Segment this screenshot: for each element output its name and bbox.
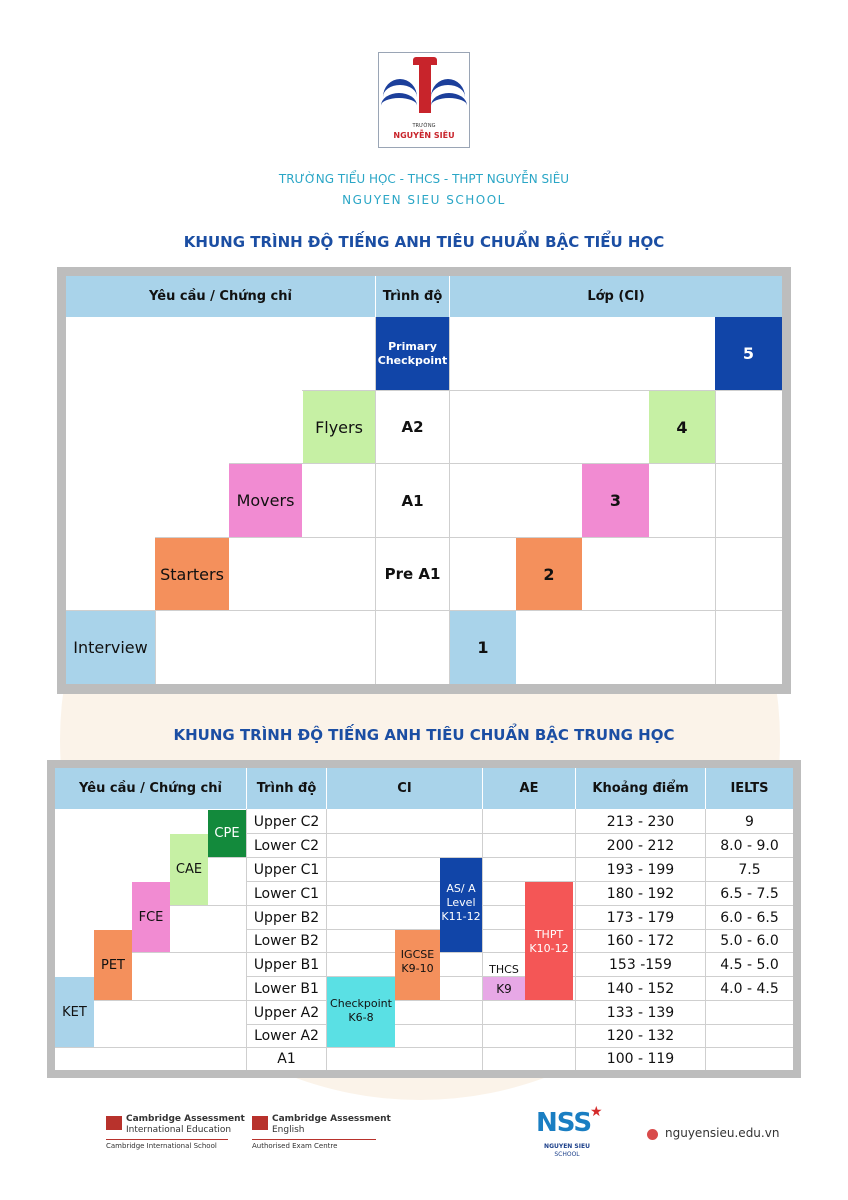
score-10: 100 - 119 (606, 1051, 675, 1067)
cert-interview: Interview (66, 611, 155, 684)
grade-3: 3 (582, 464, 649, 537)
school-name-vi: TRƯỜNG TIỂU HỌC - THCS - THPT NGUYỄN SIÊU (278, 172, 570, 186)
nss-star-icon: ★ (590, 1104, 603, 1120)
ci-asa-line1: AS/ A (446, 882, 476, 895)
cam1-line3: Cambridge International School (106, 1142, 217, 1150)
ielts-7: 4.0 - 4.5 (720, 980, 779, 997)
cambridge-shield-icon-2 (252, 1116, 268, 1130)
primary-header-req: Yêu cầu / Chứng chỉ (66, 276, 375, 317)
cert-cae: CAE (170, 834, 208, 905)
ielts-1: 8.0 - 9.0 (720, 837, 779, 854)
sec-level-7: Lower B1 (254, 980, 319, 997)
cam2-line3: Authorised Exam Centre (252, 1142, 338, 1150)
ielts-5: 5.0 - 6.0 (720, 933, 779, 949)
ielts-4: 6.0 - 6.5 (720, 909, 779, 926)
sec-level-2: Upper C1 (253, 861, 320, 878)
primary-title: KHUNG TRÌNH ĐỘ TIẾNG ANH TIÊU CHUẨN BẬC TIỂU HỌC (183, 233, 665, 251)
sec-level-10: A1 (277, 1051, 296, 1067)
level-pre-a1: Pre A1 (384, 565, 441, 583)
ci-chk-line1: Checkpoint (330, 997, 392, 1010)
sec-header-ci: CI (327, 768, 482, 809)
sec-level-5: Lower B2 (254, 933, 319, 949)
score-1: 200 - 212 (606, 837, 675, 854)
sec-level-9: Lower A2 (254, 1028, 319, 1044)
secondary-title: KHUNG TRÌNH ĐỘ TIẾNG ANH TIÊU CHUẨN BẬC TRUNG HỌC (173, 726, 675, 744)
ielts-2: 7.5 (738, 861, 761, 878)
cam2-line1: Cambridge Assessment (272, 1114, 391, 1124)
grade-1: 1 (450, 611, 516, 684)
score-4: 173 - 179 (606, 909, 675, 926)
level-a2: A2 (401, 418, 424, 436)
ci-igcse-line1: IGCSE (400, 948, 435, 961)
ci-igcse (395, 930, 440, 1000)
cert-fce: FCE (132, 882, 170, 952)
sec-level-1: Lower C2 (253, 837, 320, 854)
score-7: 140 - 152 (606, 980, 675, 997)
ae-thcs-label: THCS (489, 962, 519, 976)
grade-4: 4 (649, 391, 715, 463)
score-0: 213 - 230 (606, 813, 675, 830)
score-9: 120 - 132 (606, 1028, 675, 1044)
score-3: 180 - 192 (606, 885, 675, 902)
cam1-line1: Cambridge Assessment (126, 1114, 245, 1124)
primary-header-grade: Lớp (CI) (450, 276, 782, 317)
ae-thpt-line2: K10-12 (529, 942, 569, 955)
ielts-0: 9 (745, 813, 754, 830)
grade-2: 2 (516, 538, 582, 610)
ae-thpt-line1: THPT (534, 928, 564, 941)
ci-igcse-line2: K9-10 (401, 962, 434, 975)
ielts-3: 6.5 - 7.5 (720, 885, 779, 902)
ci-as-a-level (440, 858, 482, 952)
ci-chk-line2: K6-8 (348, 1011, 374, 1024)
ci-asa-line3: K11-12 (441, 910, 481, 923)
ielts-6: 4.5 - 5.0 (720, 956, 779, 973)
school-logo (378, 52, 470, 148)
nss-sub: NGUYEN SIEU (544, 1143, 590, 1150)
cam1-line2: International Education (126, 1125, 232, 1135)
cert-movers: Movers (229, 464, 302, 537)
cert-ket: KET (55, 977, 94, 1047)
school-name-en: NGUYEN SIEU SCHOOL (342, 193, 506, 207)
ae-thpt (525, 882, 573, 1000)
sec-header-ae: AE (483, 768, 575, 809)
globe-icon (647, 1129, 658, 1140)
level-a1: A1 (401, 491, 424, 510)
logo-small-text: TRƯỜNG (412, 123, 436, 129)
sec-level-6: Upper B1 (253, 956, 320, 973)
sec-header-ielts: IELTS (706, 768, 793, 809)
sec-header-req: Yêu cầu / Chứng chỉ (55, 768, 246, 809)
score-5: 160 - 172 (606, 933, 675, 949)
cert-starters: Starters (155, 538, 229, 610)
primary-header-level: Trình độ (376, 276, 449, 317)
nss-sub2: SCHOOL (554, 1151, 580, 1158)
cert-flyers: Flyers (303, 391, 375, 463)
score-2: 193 - 199 (606, 861, 675, 878)
level-primary-checkpoint: Primary Checkpoint (376, 317, 449, 390)
ci-asa-line2: Level (446, 896, 476, 909)
sec-level-0: Upper C2 (253, 813, 320, 830)
grade-5: 5 (715, 317, 782, 390)
cam2-line2: English (272, 1125, 305, 1135)
nss-logo: NSS (536, 1108, 592, 1138)
website-link[interactable]: nguyensieu.edu.vn (665, 1126, 780, 1140)
sec-header-score: Khoảng điểm (576, 768, 705, 809)
cert-pet: PET (94, 930, 132, 1000)
cambridge-shield-icon (106, 1116, 122, 1130)
ci-checkpoint (327, 977, 395, 1047)
cert-cpe: CPE (208, 810, 246, 857)
sec-level-4: Upper B2 (253, 909, 320, 926)
sec-level-3: Lower C1 (253, 885, 320, 902)
sec-level-8: Upper A2 (253, 1004, 320, 1021)
score-8: 133 - 139 (606, 1004, 675, 1021)
sec-header-level: Trình độ (247, 768, 326, 809)
ae-thcs-k9: K9 (483, 977, 525, 1000)
logo-name-text: NGUYỄN SIÊU (393, 131, 455, 140)
score-6: 153 -159 (609, 956, 672, 973)
